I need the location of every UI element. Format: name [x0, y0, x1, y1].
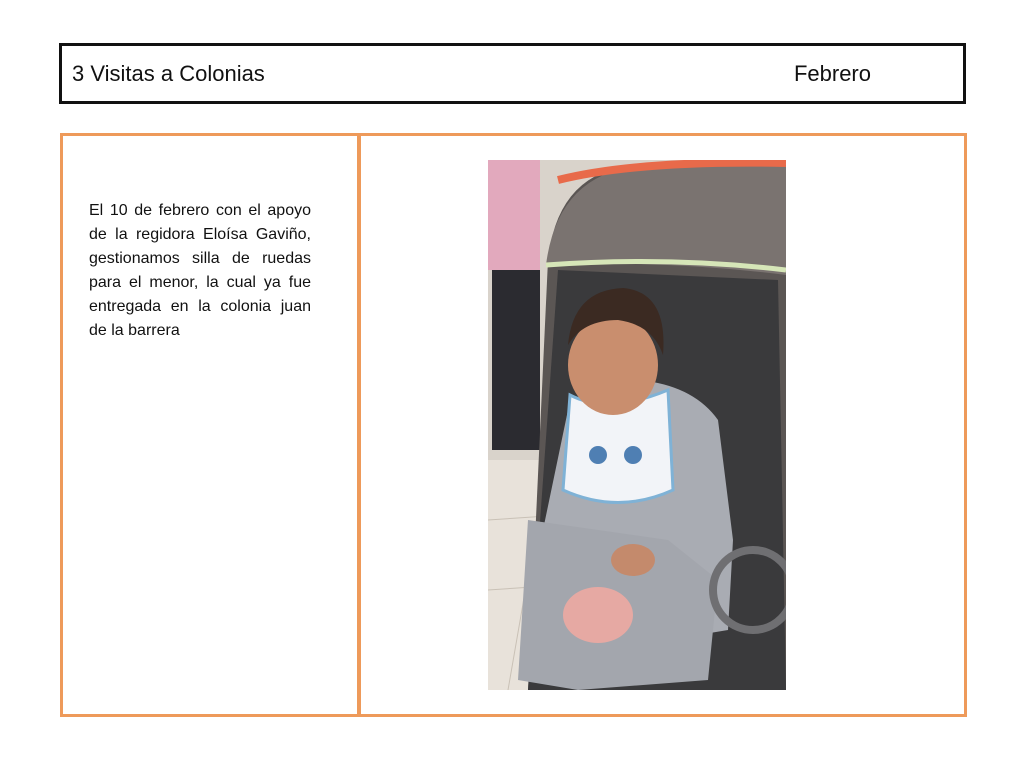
photo-panel: [357, 133, 967, 717]
title-bar: [59, 43, 966, 104]
wheelchair-photo: [488, 160, 786, 690]
text-panel: [60, 133, 361, 717]
month-label: Febrero: [793, 61, 871, 86]
description-text: El 10 de febrero con el apoyo de la regidora Eloísa Gaviño, gestionamos silla de ruedas para el menor, la cual ya fue entregada en la colonia juan de la barrera: [89, 202, 311, 339]
background-person: [488, 160, 540, 270]
slide-title: 3 Visitas a Colonias: [72, 61, 265, 86]
photo-illustration: [488, 160, 786, 690]
